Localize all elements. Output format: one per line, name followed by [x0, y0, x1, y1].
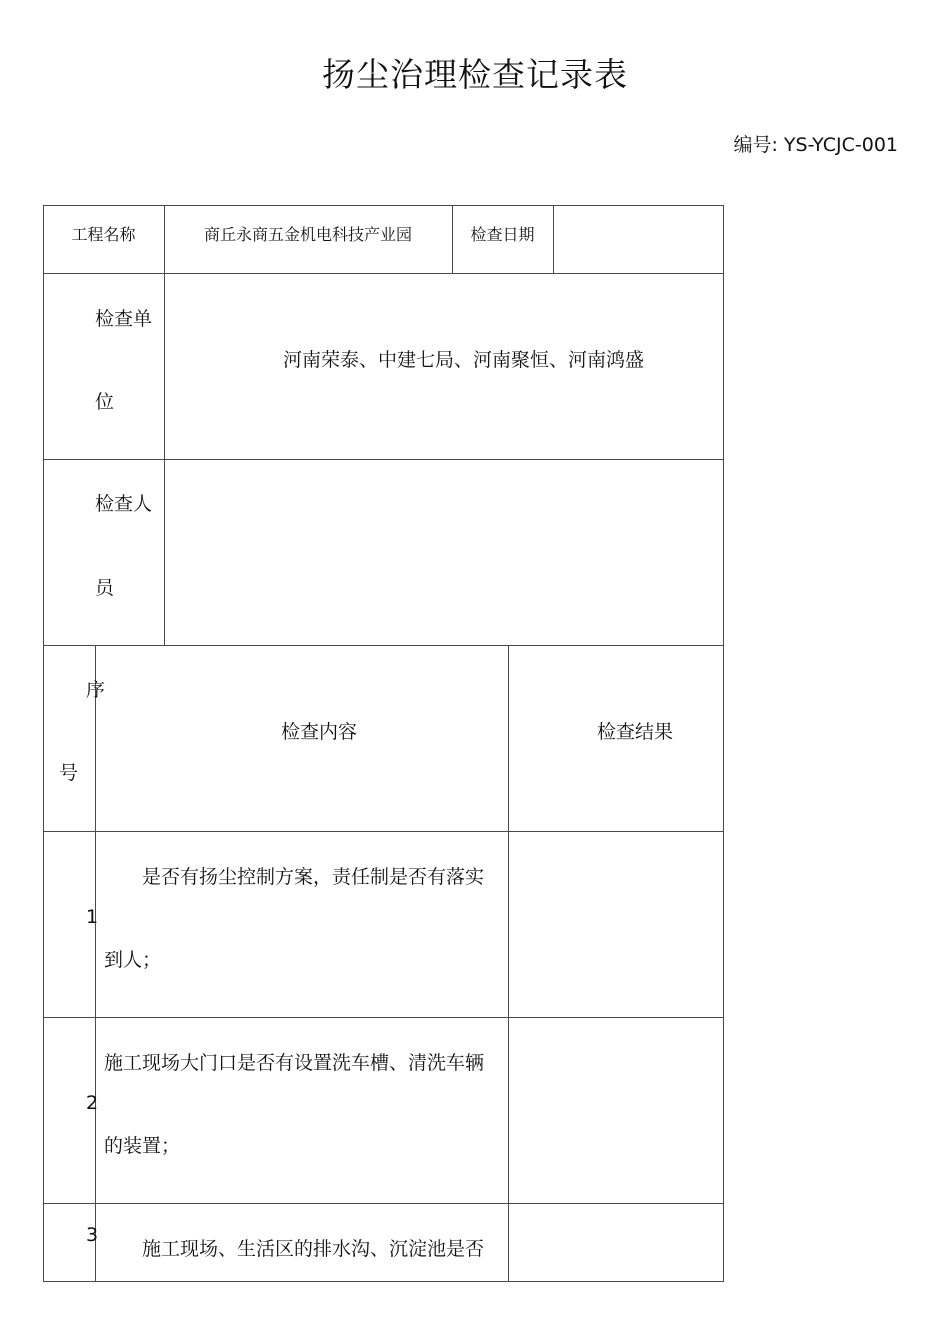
- inspection-unit-label-line2: 位: [95, 391, 115, 413]
- item-2-content-line1: 施工现场大门口是否有设置洗车槽、清洗车辆: [104, 1052, 485, 1074]
- item-2-content-line2: 的装置；: [104, 1135, 181, 1157]
- project-name-label: 工程名称: [71, 225, 136, 244]
- table-border-left: [43, 205, 44, 1282]
- item-3-seq: 3: [86, 1224, 99, 1246]
- seq-header-line1: 序: [86, 679, 106, 701]
- row-divider-items-header: [43, 831, 724, 832]
- inspection-form-table: [43, 205, 724, 1282]
- inspection-unit-value: 河南荣泰、中建七局、河南聚恒、河南鸿盛: [282, 349, 644, 371]
- seq-header-line2: 号: [59, 762, 79, 784]
- row-divider-header: [43, 273, 724, 274]
- inspector-label-line1: 检查人: [95, 493, 153, 515]
- document-number: [734, 131, 899, 159]
- item-1-content-line1: 是否有扬尘控制方案，责任制是否有落实: [142, 866, 485, 888]
- item-2-seq: 2: [86, 1092, 99, 1114]
- row-divider-item-2: [43, 1203, 724, 1204]
- row-divider-inspector: [43, 645, 724, 646]
- table-border-top: [43, 205, 724, 206]
- item-1-seq: 1: [86, 906, 99, 928]
- item-3-content-line1: 施工现场、生活区的排水沟、沉淀池是否: [142, 1238, 485, 1260]
- document-title: 扬尘治理检查记录表: [322, 55, 628, 94]
- column-divider-label: [164, 205, 165, 645]
- table-border-bottom: [43, 1281, 724, 1282]
- document-number-label: 编号:: [733, 134, 778, 156]
- inspection-unit-label-line1: 检查单: [95, 308, 153, 330]
- document-number-value: YS-YCJC-001: [783, 134, 898, 156]
- inspector-label-line2: 员: [95, 577, 115, 599]
- project-name-value: 商丘永商五金机电科技产业园: [203, 225, 412, 244]
- inspection-date-label: 检查日期: [470, 225, 535, 244]
- row-divider-unit: [43, 459, 724, 460]
- item-1-content-line2: 到人；: [104, 949, 162, 971]
- content-header: 检查内容: [280, 721, 357, 743]
- result-header: 检查结果: [596, 721, 673, 743]
- row-divider-item-1: [43, 1017, 724, 1018]
- column-divider-date-label: [553, 205, 554, 273]
